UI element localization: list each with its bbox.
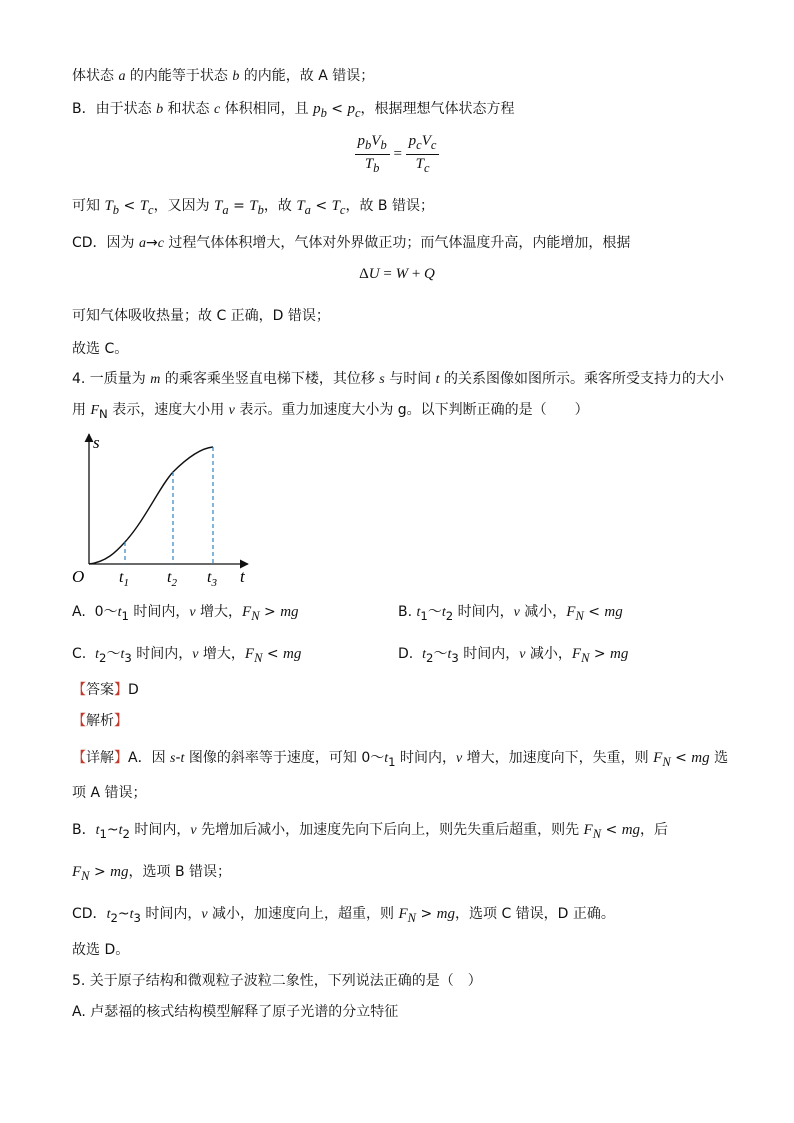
detail-line-4: $F_N$ > mg，选项 B 错误； xyxy=(72,864,232,883)
tick-t3: $t_3$ xyxy=(207,569,217,588)
question-4-line-1: 4. 一质量为 m 的乘客乘坐竖直电梯下楼，其位移 s 与时间 t 的关系图像如图所示。乘客所受支持力的大小 xyxy=(72,371,724,387)
text-line-3: 可知 $T_b < T_c$，又因为 $T_a = T_b$，故 $T_a < T_c$，故 B 错误； xyxy=(72,198,434,217)
detail-line-5: CD．$t_2\sim t_3$ 时间内，v 减小，加速度向上，超重，则 $F_N$ > mg，选项 C 错误，D 正确。 xyxy=(72,906,615,925)
answer-line: 【答案】D xyxy=(72,682,139,698)
detail-line-1: 【详解】A．因 s-t 图像的斜率等于速度，可知 $0\sim t_1$ 时间内，v 增大，加速度向下，失重，则 $F_N$ < mg 选 xyxy=(72,750,729,769)
equation-first-law: ΔU = W + Q xyxy=(359,266,435,282)
detail-line-3: B．$t_1\sim t_2$ 时间内，v 先增加后减小，加速度先向下后向上，则先失重后超重，则先 $F_N$ < mg，后 xyxy=(72,822,669,841)
question-4-line-2: 用 $F_N$ 表示，速度大小用 v 表示。重力加速度大小为 g。以下判断正确的是（ ） xyxy=(72,402,589,421)
question-5-option-a[interactable]: A. 卢瑟福的核式结构模型解释了原子光谱的分立特征 xyxy=(72,1004,399,1020)
y-axis-label: s xyxy=(93,433,100,452)
s-t-graph xyxy=(70,428,270,588)
option-a[interactable]: A. $0\sim t_1$ 时间内，v 增大，$F_N$ > mg xyxy=(72,604,299,623)
origin-label: O xyxy=(72,567,85,586)
text-line-2: B．由于状态 b 和状态 c 体积相同，且 $p_b < p_c$，根据理想气体状态方程 xyxy=(72,101,515,120)
analysis-label: 【解析】 xyxy=(72,713,128,729)
detail-line-6: 故选 D。 xyxy=(72,942,130,958)
x-axis-label: t xyxy=(240,567,245,586)
text-line-5: 可知气体吸收热量；故 C 正确，D 错误； xyxy=(72,308,330,324)
option-b[interactable]: B. $t_1\sim t_2$ 时间内，v 减小，$F_N$ < mg xyxy=(398,604,623,623)
text-line-4: CD．因为 a→c 过程气体体积增大，气体对外界做正功；而气体温度升高，内能增加，根据 xyxy=(72,235,631,251)
tick-t1: $t_1$ xyxy=(119,569,129,588)
s-t-curve xyxy=(89,447,213,564)
tick-t2: $t_2$ xyxy=(167,569,177,588)
detail-line-2: 项 A 错误； xyxy=(72,785,147,801)
option-d[interactable]: D. $t_2\sim t_3$ 时间内，v 减小，$F_N$ > mg xyxy=(398,646,629,665)
text-line-1: 体状态 a 的内能等于状态 b 的内能，故 A 错误； xyxy=(72,68,375,84)
option-c[interactable]: C. $t_2\sim t_3$ 时间内，v 增大，$F_N$ < mg xyxy=(72,646,302,665)
text-line-6: 故选 C。 xyxy=(72,341,129,357)
equation-ideal-gas: $\frac{p_bV_b}{T_b}$ = $\frac{p_cV_c}{T_c}$ xyxy=(0,132,794,177)
question-5: 5. 关于原子结构和微观粒子波粒二象性，下列说法正确的是（ ） xyxy=(72,973,482,989)
